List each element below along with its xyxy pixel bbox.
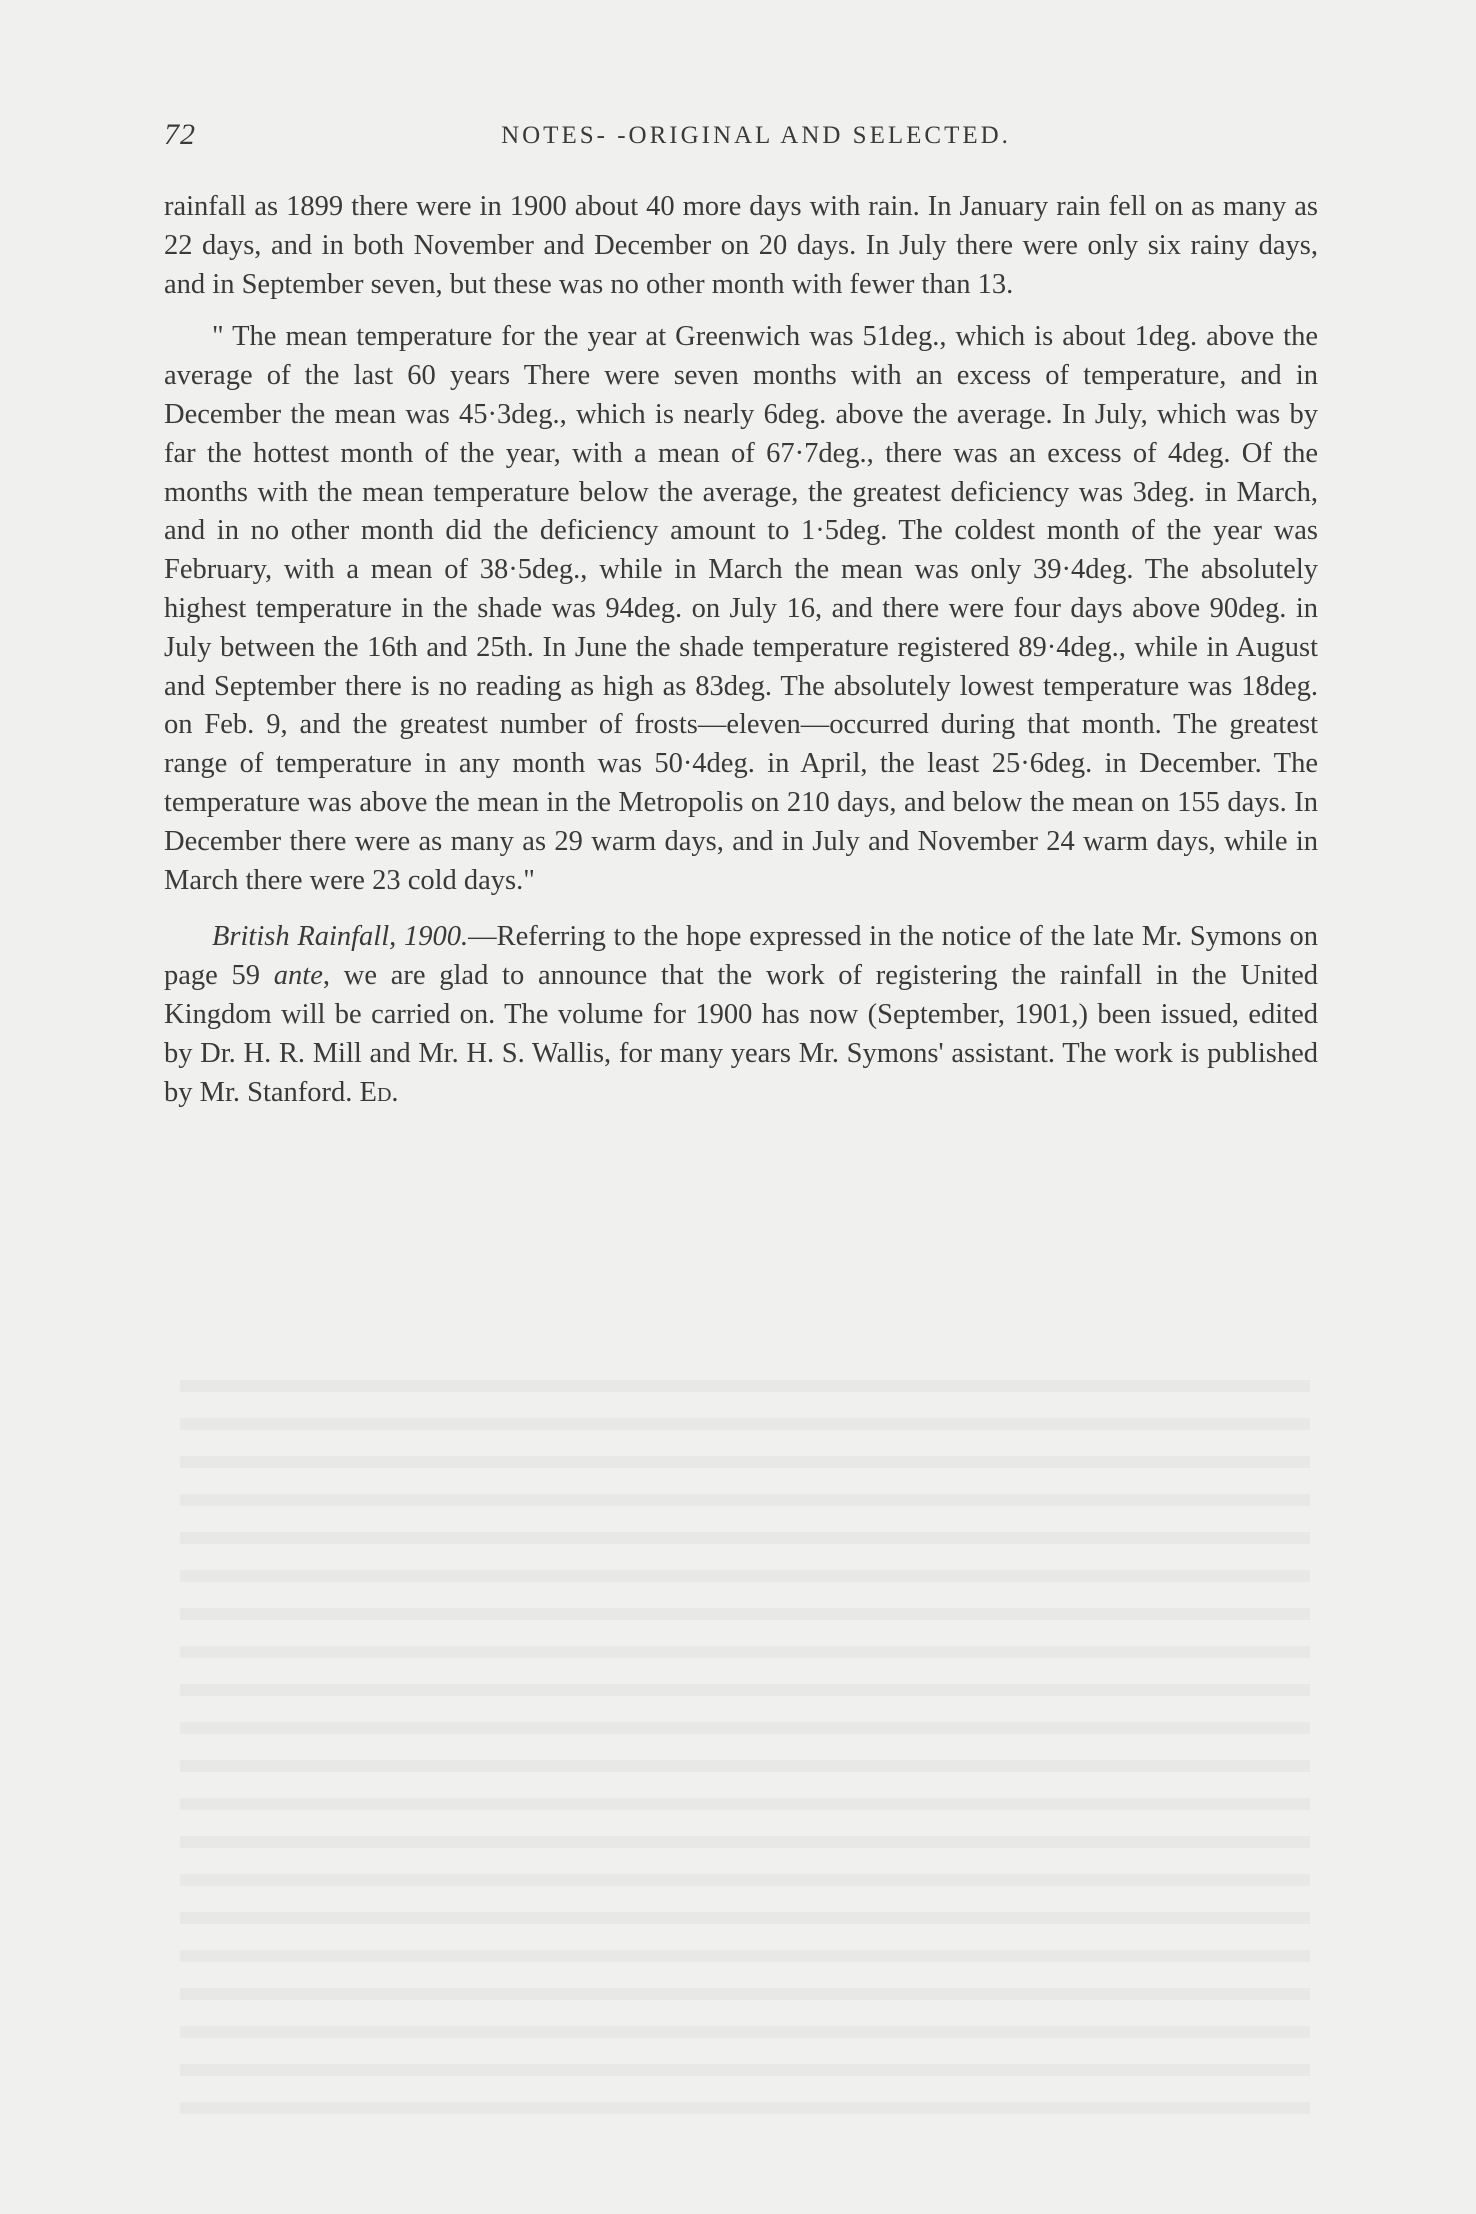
- paragraph-temperature: " The mean temperature for the year at Greenwich was 51deg., which is about 1deg. above the average of the last 60 years There were seven months with an excess of temperature, and in December the mean was 45·3deg., which is nearly 6deg. above the average. In July, which was by far the hottest month of the year, with a mean of 67·7deg., there was an excess of 4deg. Of the months with the mean temperature below the average, the greatest deficiency was 3deg. in March, and in no other month did the deficiency amount to 1·5deg. The coldest month of the year was February, with a mean of 38·5deg., while in March the mean was only 39·4deg. The absolutely highest temperature in the shade was 94deg. on July 16, and there were four days above 90deg. in July between the 16th and 25th. In June the shade temperature registered 89·4deg., while in August and September there is no reading as high as 83deg. The absolutely lowest temperature was 18deg. on Feb. 9, and the greatest number of frosts—eleven—occurred during that month. The greatest range of temperature in any month was 50·4deg. in April, the least 25·6deg. in December. The temperature was above the mean in the Metropolis on 210 days, and below the mean on 155 days. In December there were as many as 29 warm days, and in July and November 24 warm days, while in March there were 23 cold days.": [164, 321, 1318, 896]
- paragraph-british-rainfall: [164, 918, 1318, 1112]
- running-title: NOTES- -ORIGINAL AND SELECTED.: [501, 122, 1011, 149]
- british-rainfall-text-b: , we are glad to announce that the work of registering the rainfall in the United Kingdom will be carried on. The volume for 1900 has now (September, 1901,) been issued, edited by Dr. H. R. Mill and Mr. H. S. Wallis, for many years Mr. Symons' assistant. The work is published by Mr. Stanford.: [164, 960, 1318, 1108]
- british-rainfall-text-a: —Referring to the hope expressed in the notice of the late Mr. Symons on page 59: [164, 921, 1318, 992]
- page-number: 72: [164, 118, 196, 151]
- show-through-text: [180, 1380, 1310, 2120]
- editor-signature: Ed.: [359, 1076, 399, 1108]
- body-text: [164, 188, 1318, 1126]
- page-header: [164, 118, 1318, 158]
- british-rainfall-title: British Rainfall, 1900.: [212, 921, 469, 953]
- ante-word: ante: [273, 960, 323, 992]
- paragraph-rainfall: rainfall as 1899 there were in 1900 about 40 more days with rain. In January rain fell on as many as 22 days, and in both November and December on 20 days. In July there were only six rainy days, and in September seven, but these was no other month with fewer than 13.: [164, 191, 1318, 300]
